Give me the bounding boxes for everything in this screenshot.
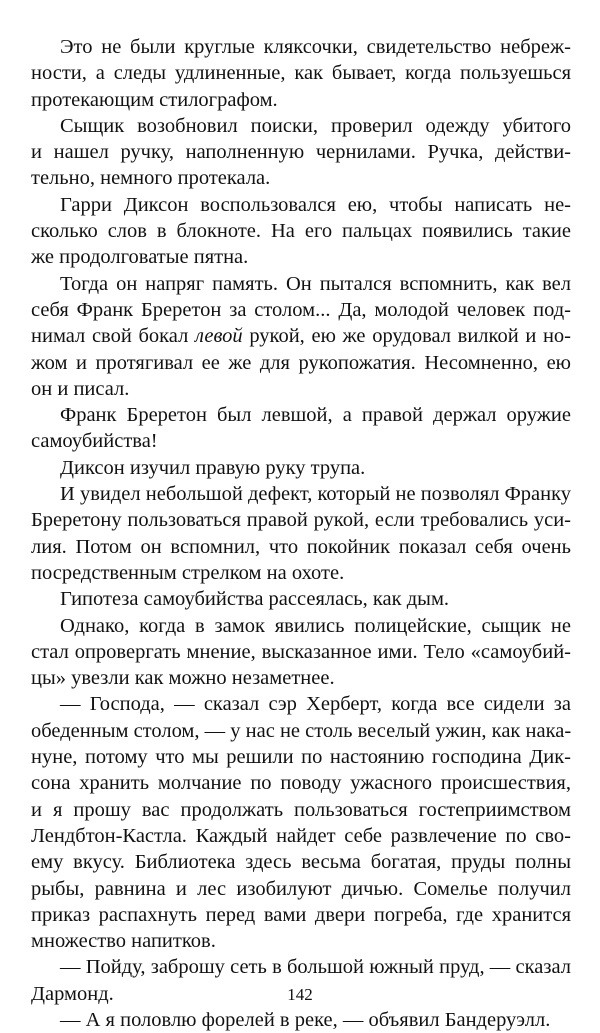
text-line: Бреретону пользоваться правой рукой, если требовались уси- — [31, 509, 571, 532]
paragraph — [31, 1007, 571, 1033]
paragraph — [31, 613, 571, 692]
paragraph — [31, 271, 571, 402]
text-line: Тогда он напряг память. Он пытался вспомнить, как вел — [60, 272, 571, 295]
text-line: себя Франк Бреретон за столом... Да, молодой человек под- — [31, 298, 571, 321]
text-line: ности, а следы удлиненные, как бывает, когда пользуешься — [31, 62, 571, 85]
text-line: стал опровергать мнение, высказанное ими. Тело «самоубий- — [31, 640, 571, 663]
text-line: Сыщик возобновил поиски, проверил одежду убитого — [60, 114, 571, 137]
text-line: Гарри Диксон воспользовался ею, чтобы написать не- — [60, 193, 571, 216]
text-line: цы» увезли как можно незаметнее. — [31, 667, 335, 690]
paragraph — [31, 402, 571, 455]
text-line: сколько слов в блокноте. На его пальцах появились такие — [31, 220, 571, 243]
text-line: Однако, когда в замок явились полицейские, сыщик не — [60, 614, 571, 637]
paragraph — [31, 113, 571, 192]
text-line: Гипотеза самоубийства рассеялась, как дым. — [60, 588, 450, 611]
text-line: же продолговатые пятна. — [31, 246, 249, 269]
text-line: протекающим стилографом. — [31, 88, 278, 111]
text-line: Франк Бреретон был левшой, а правой держал оружие — [60, 404, 571, 427]
text-line: сона хранить молчание по поводу ужасного происшествия, — [31, 772, 571, 795]
paragraph — [31, 34, 571, 113]
text-line: ему вкусу. Библиотека здесь весьма богатая, пруды полны — [31, 851, 571, 874]
text-line: — Господа, — сказал сэр Херберт, когда все сидели за — [60, 693, 571, 716]
paragraph — [31, 481, 571, 586]
paragraph — [31, 455, 571, 481]
emphasis: левой — [194, 325, 243, 348]
text-line: посредственным стрелком на охоте. — [31, 561, 345, 584]
text-line: И увидел небольшой дефект, который не позволял Франку — [60, 483, 571, 506]
body-text — [31, 34, 571, 1033]
text-line: — А я половлю форелей в реке, — объявил Бандеруэлл. — [60, 1008, 551, 1031]
text-line: обеденным столом, — у нас не столь веселый ужин, как нака- — [31, 719, 572, 742]
text-line: жом и протягивал ее же для рукопожатия. Несомненно, ею — [31, 351, 571, 374]
text-line: нимал свой бокал левой рукой, ею же орудовал вилкой и но- — [31, 325, 571, 348]
text-line: Дармонд. — [31, 982, 114, 1005]
paragraph — [31, 192, 571, 271]
text-line: он и писал. — [31, 377, 130, 400]
text-line: и я прошу вас продолжать пользоваться гостеприимством — [31, 798, 571, 821]
text-line: лия. Потом он вспомнил, что покойник показал себя очень — [31, 535, 571, 558]
text-line: рыбы, равнина и лес изобилуют дичью. Сомелье получил — [31, 877, 571, 900]
text-line: — Пойду, заброшу сеть в большой южный пруд, — сказал — [60, 956, 571, 979]
text-line: тельно, немного протекала. — [31, 167, 271, 190]
text-line: самоубийства! — [31, 430, 158, 453]
paragraph — [31, 586, 571, 612]
text-line: нуне, потому что мы решили по настоянию господина Дик- — [31, 746, 571, 769]
page-number: 142 — [287, 985, 313, 1004]
text-line: множество напитков. — [31, 930, 216, 953]
text-line: Лендбтон-Кастла. Каждый найдет себе развлечение по сво- — [31, 824, 571, 847]
text-line: Диксон изучил правую руку трупа. — [60, 456, 366, 479]
text-line: Это не были круглые кляксочки, свидетельство небреж- — [60, 36, 571, 58]
text-line: приказ распахнуть перед вами двери погреба, где хранится — [31, 903, 571, 926]
text-line: и нашел ручку, наполненную чернилами. Ручка, действи- — [31, 141, 571, 164]
paragraph — [31, 691, 571, 954]
